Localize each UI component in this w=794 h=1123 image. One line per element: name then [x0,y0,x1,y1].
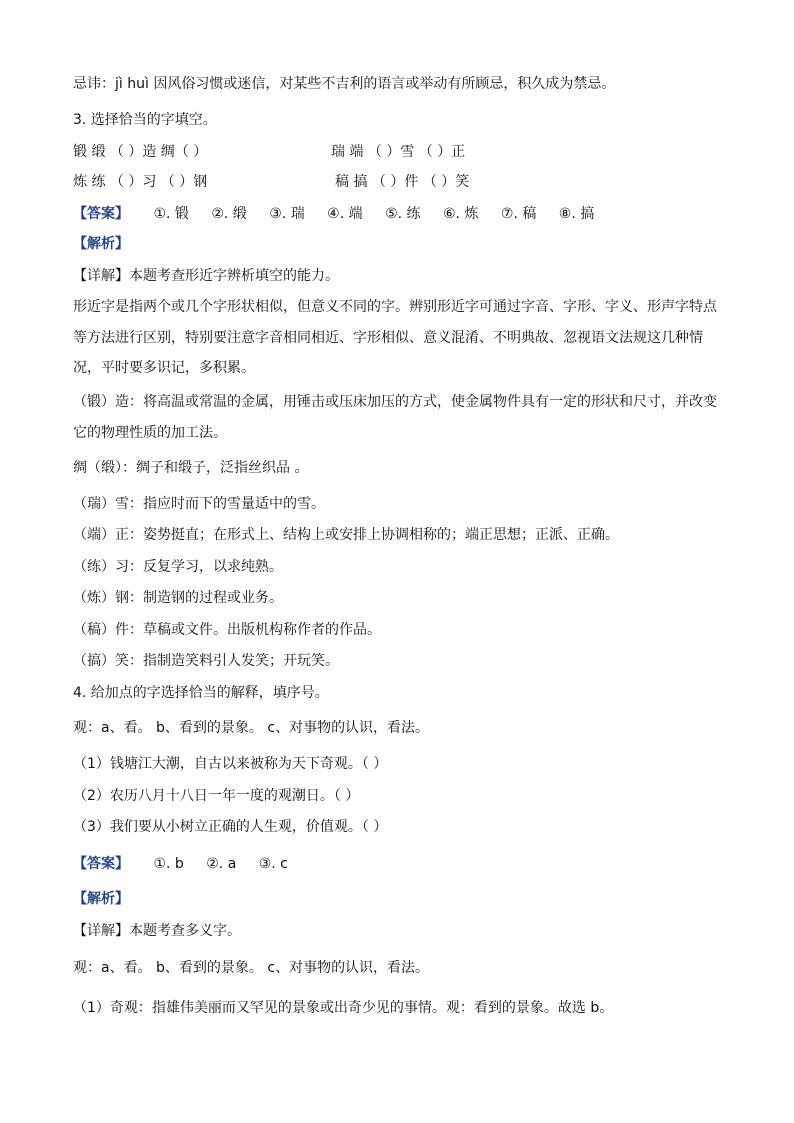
answer-item: ⑤. 练 [385,206,421,222]
answer-tag: 【答案】 [73,856,129,872]
question-heading: 4. 给加点的字选择恰当的解释，填序号。 [73,685,329,701]
answer-row [73,204,612,224]
text-line: （1）钱塘江大潮，自古以来被称为天下奇观。（ ） [73,756,388,772]
answer-item: ⑦. 稿 [500,206,537,222]
text-line: 等方法进行区别，特别要注意字音相同相近、字形相似、意义混淆、不明典故、忽视语文法规这几种情 [73,330,703,346]
text-line: （2）农历八月十八日一年一度的观潮日。（ ） [73,788,360,804]
text-line: 【详解】本题考查形近字辨析填空的能力。 [73,268,339,284]
text-line: 形近字是指两个或几个字形状相似，但意义不同的字。辨别形近字可通过字音、字形、字义、形声字特点 [73,299,717,315]
answer-item: ⑥. 炼 [442,206,479,222]
answer-item: ⑧. 搞 [558,206,595,222]
answer-item: ②. 缎 [211,206,247,222]
text-line: 【详解】本题考查多义字。 [73,923,241,939]
answer-item: ②. a [206,856,237,872]
fill-group: 稿 搞 （ ）件 （ ）笑 [335,174,470,190]
fill-group: 瑞 端 （ ）雪 （ ）正 [331,144,466,160]
text-line: 它的物理性质的加工法。 [73,425,227,441]
text-line: （3）我们要从小树立正确的人生观，价值观。（ ） [73,819,388,835]
fill-row [73,142,465,162]
text-line: 忌讳：jì huì 因风俗习惯或迷信，对某些不吉利的语言或举动有所顾忌，积久成为禁忌。 [73,76,616,92]
text-line: 况，平时要多识记，多积累。 [73,360,255,376]
text-line: （搞）笑：指制造笑料引人发笑；开玩笑。 [73,653,339,669]
answer-item: ③. c [258,856,288,872]
analysis-tag: 【解析】 [73,891,129,907]
text-line: （1）奇观：指雄伟美丽而又罕见的景象或出奇少见的事情。观：看到的景象。故选 b。 [73,1000,614,1016]
answer-item: ④. 端 [327,206,363,222]
fill-group: 炼 练 （ ）习 （ ）钢 [73,174,208,190]
fill-row [73,172,469,192]
text-line: 绸（缎）：绸子和缎子，泛指丝织品 。 [73,460,309,476]
text-line: （瑞）雪：指应时而下的雪量适中的雪。 [73,496,325,512]
answer-item: ③. 瑞 [269,206,305,222]
question-heading: 3. 选择恰当的字填空。 [73,112,217,128]
text-line: （端）正：姿势挺直；在形式上、结构上或安排上协调相称的；端正思想；正派、正确。 [73,527,619,543]
fill-group: 锻 缎 （ ）造 绸（ ） [73,144,208,160]
text-line: 观：a、看。 b、看到的景象。 c、对事物的认识，看法。 [73,960,430,976]
text-line: （锻）造：将高温或常温的金属，用锤击或压床加压的方式，使金属物件具有一定的形状和尺寸，并改变 [73,394,717,410]
answer-item: ①. 锻 [153,206,189,222]
text-line: （稿）件：草稿或文件。出版机构称作者的作品。 [73,622,381,638]
answer-item: ①. b [153,856,184,872]
answer-tag: 【答案】 [73,206,129,222]
analysis-tag: 【解析】 [73,236,129,252]
text-line: （炼）钢：制造钢的过程或业务。 [73,590,283,606]
text-line: （练）习：反复学习，以求纯熟。 [73,559,283,575]
text-line: 观：a、看。 b、看到的景象。 c、对事物的认识，看法。 [73,720,430,736]
answer-row [73,854,306,874]
